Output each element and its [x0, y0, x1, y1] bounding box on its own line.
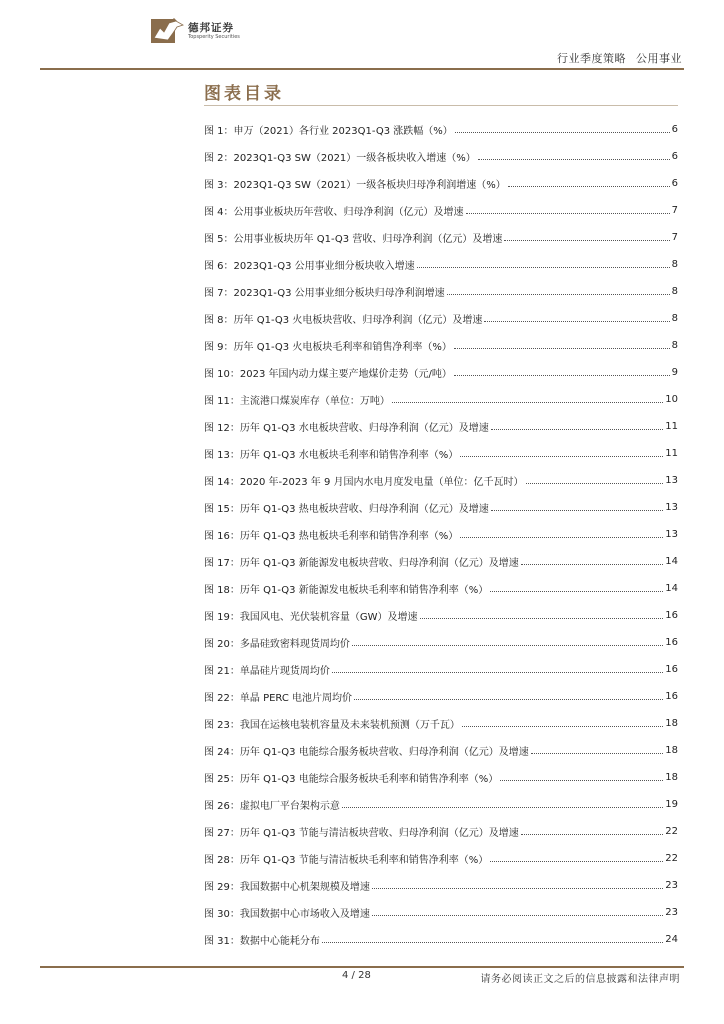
toc-entry-page: 16 — [665, 664, 678, 675]
toc-entry-label: 图 18：历年 Q1-Q3 新能源发电板块毛利率和销售净利率（%） — [204, 585, 489, 596]
toc-entry-label: 图 15：历年 Q1-Q3 热电板块营收、归母净利润（亿元）及增速 — [204, 504, 489, 515]
toc-entry-label: 图 30：我国数据中心市场收入及增速 — [204, 909, 370, 920]
toc-entry-label: 图 7：2023Q1-Q3 公用事业细分板块归母净利润增速 — [204, 288, 445, 299]
header-divider — [40, 68, 684, 70]
toc-leader-dots — [322, 942, 663, 943]
logo-chinese-name: 德邦证券 — [188, 21, 234, 34]
toc-leader-dots — [392, 402, 663, 403]
toc-entry[interactable] — [204, 710, 678, 737]
header-report-info — [557, 50, 682, 66]
toc-leader-dots — [521, 564, 664, 565]
toc-entry-page: 9 — [671, 367, 678, 378]
toc-entry-label: 图 25：历年 Q1-Q3 电能综合服务板块毛利率和销售净利率（%） — [204, 774, 499, 785]
toc-entry-page: 18 — [665, 772, 678, 783]
toc-entry-page: 18 — [665, 718, 678, 729]
report-category: 行业季度策略 — [557, 52, 626, 65]
toc-leader-dots — [504, 240, 669, 241]
toc-entry[interactable] — [204, 143, 678, 170]
toc-entry-label: 图 23：我国在运核电装机容量及未来装机预测（万千瓦） — [204, 720, 460, 731]
toc-leader-dots — [447, 294, 670, 295]
toc-entry[interactable] — [204, 440, 678, 467]
toc-leader-dots — [490, 591, 663, 592]
toc-entry[interactable] — [204, 629, 678, 656]
toc-entry-page: 8 — [671, 313, 678, 324]
toc-entry-label: 图 4：公用事业板块历年营收、归母净利润（亿元）及增速 — [204, 207, 464, 218]
toc-leader-dots — [332, 672, 663, 673]
toc-entry[interactable] — [204, 899, 678, 926]
footer-divider — [40, 966, 684, 968]
toc-entry-label: 图 17：历年 Q1-Q3 新能源发电板块营收、归母净利润（亿元）及增速 — [204, 558, 519, 569]
toc-entry-label: 图 21：单晶硅片现货周均价 — [204, 666, 330, 677]
toc-entry-page: 6 — [671, 178, 678, 189]
toc-entry-page: 11 — [665, 448, 678, 459]
toc-entry-label: 图 14：2020 年-2023 年 9 月国内水电月度发电量（单位：亿千瓦时） — [204, 477, 524, 488]
toc-entry-page: 24 — [665, 934, 678, 945]
toc-entry-label: 图 5：公用事业板块历年 Q1-Q3 营收、归母净利润（亿元）及增速 — [204, 234, 503, 245]
page-number: 4 / 28 — [342, 970, 371, 981]
toc-entry-page: 22 — [665, 826, 678, 837]
toc-entry-page: 19 — [665, 799, 678, 810]
toc-entry-page: 13 — [665, 502, 678, 513]
toc-entry[interactable] — [204, 818, 678, 845]
toc-entry[interactable] — [204, 224, 678, 251]
toc-leader-dots — [491, 429, 664, 430]
toc-entry-label: 图 6：2023Q1-Q3 公用事业细分板块收入增速 — [204, 261, 415, 272]
toc-entry-page: 8 — [671, 286, 678, 297]
toc-leader-dots — [508, 186, 670, 187]
toc-entry-label: 图 10：2023 年国内动力煤主要产地煤价走势（元/吨） — [204, 369, 452, 380]
toc-leader-dots — [454, 348, 670, 349]
toc-leader-dots — [420, 618, 664, 619]
toc-entry-label: 图 22：单晶 PERC 电池片周均价 — [204, 693, 353, 704]
toc-title: 图表目录 — [204, 84, 284, 104]
toc-entry-label: 图 31：数据中心能耗分布 — [204, 936, 320, 947]
toc-entry[interactable] — [204, 197, 678, 224]
toc-leader-dots — [462, 726, 663, 727]
toc-entry[interactable] — [204, 737, 678, 764]
toc-entry[interactable] — [204, 467, 678, 494]
toc-entry-page: 10 — [665, 394, 678, 405]
toc-leader-dots — [372, 915, 663, 916]
bull-logo-icon — [150, 16, 184, 46]
toc-leader-dots — [354, 699, 663, 700]
company-logo — [150, 16, 240, 46]
toc-entry[interactable] — [204, 548, 678, 575]
toc-leader-dots — [466, 213, 670, 214]
toc-entry-label: 图 3：2023Q1-Q3 SW（2021）一级各板块归母净利润增速（%） — [204, 180, 506, 191]
toc-entry-label: 图 19：我国风电、光伏装机容量（GW）及增速 — [204, 612, 418, 623]
toc-entry-page: 14 — [665, 556, 678, 567]
toc-entry-page: 8 — [671, 259, 678, 270]
toc-entry-page: 13 — [665, 529, 678, 540]
toc-entry[interactable] — [204, 332, 678, 359]
toc-leader-dots — [455, 132, 670, 133]
toc-entry[interactable] — [204, 872, 678, 899]
toc-leader-dots — [500, 780, 663, 781]
toc-entry[interactable] — [204, 116, 678, 143]
toc-entry[interactable] — [204, 359, 678, 386]
toc-entry[interactable] — [204, 278, 678, 305]
toc-entry-page: 8 — [671, 340, 678, 351]
toc-entry-page: 11 — [665, 421, 678, 432]
toc-entry-page: 7 — [671, 205, 678, 216]
toc-entry-page: 13 — [665, 475, 678, 486]
toc-entry-label: 图 28：历年 Q1-Q3 节能与清洁板块毛利率和销售净利率（%） — [204, 855, 489, 866]
toc-entry-page: 18 — [665, 745, 678, 756]
toc-leader-dots — [460, 456, 663, 457]
toc-entry-page: 6 — [671, 124, 678, 135]
toc-entry[interactable] — [204, 413, 678, 440]
toc-entry-page: 23 — [665, 907, 678, 918]
toc-entry[interactable] — [204, 170, 678, 197]
toc-leader-dots — [460, 537, 663, 538]
toc-entry[interactable] — [204, 251, 678, 278]
toc-entry[interactable] — [204, 656, 678, 683]
toc-entry-page: 16 — [665, 691, 678, 702]
toc-entry-label: 图 13：历年 Q1-Q3 水电板块毛利率和销售净利率（%） — [204, 450, 459, 461]
toc-entry[interactable] — [204, 764, 678, 791]
toc-entry-label: 图 16：历年 Q1-Q3 热电板块毛利率和销售净利率（%） — [204, 531, 459, 542]
legal-disclaimer: 请务必阅读正文之后的信息披露和法律声明 — [480, 974, 680, 985]
toc-entry-label: 图 9：历年 Q1-Q3 火电板块毛利率和销售净利率（%） — [204, 342, 452, 353]
toc-entry[interactable] — [204, 845, 678, 872]
toc-list — [204, 116, 678, 953]
report-industry: 公用事业 — [636, 52, 682, 65]
toc-entry-page: 16 — [665, 610, 678, 621]
toc-entry-label: 图 12：历年 Q1-Q3 水电板块营收、归母净利润（亿元）及增速 — [204, 423, 489, 434]
toc-leader-dots — [478, 159, 670, 160]
toc-entry-page: 7 — [671, 232, 678, 243]
toc-leader-dots — [490, 861, 663, 862]
toc-entry-label: 图 26：虚拟电厂平台架构示意 — [204, 801, 340, 812]
toc-entry[interactable] — [204, 791, 678, 818]
toc-leader-dots — [352, 645, 663, 646]
toc-entry-page: 16 — [665, 637, 678, 648]
toc-leader-dots — [484, 321, 669, 322]
logo-english-name: Topsperity Securities — [188, 33, 240, 40]
toc-entry[interactable] — [204, 521, 678, 548]
toc-entry-label: 图 2：2023Q1-Q3 SW（2021）一级各板块收入增速（%） — [204, 153, 476, 164]
toc-entry-label: 图 24：历年 Q1-Q3 电能综合服务板块营收、归母净利润（亿元）及增速 — [204, 747, 529, 758]
toc-entry-label: 图 27：历年 Q1-Q3 节能与清洁板块营收、归母净利润（亿元）及增速 — [204, 828, 519, 839]
toc-leader-dots — [491, 510, 664, 511]
toc-entry-label: 图 8：历年 Q1-Q3 火电板块营收、归母净利润（亿元）及增速 — [204, 315, 483, 326]
toc-entry-label: 图 29：我国数据中心机架规模及增速 — [204, 882, 370, 893]
toc-leader-dots — [531, 753, 664, 754]
toc-entry-label: 图 1：申万（2021）各行业 2023Q1-Q3 涨跌幅（%） — [204, 126, 453, 137]
toc-entry-page: 14 — [665, 583, 678, 594]
toc-entry[interactable] — [204, 683, 678, 710]
toc-leader-dots — [521, 834, 664, 835]
toc-title-divider — [204, 105, 678, 106]
toc-entry-label: 图 20：多晶硅致密料现货周均价 — [204, 639, 350, 650]
toc-leader-dots — [342, 807, 663, 808]
toc-leader-dots — [417, 267, 670, 268]
toc-entry[interactable] — [204, 575, 678, 602]
toc-entry[interactable] — [204, 305, 678, 332]
toc-entry[interactable] — [204, 926, 678, 953]
toc-entry-page: 23 — [665, 880, 678, 891]
toc-entry-page: 6 — [671, 151, 678, 162]
toc-leader-dots — [372, 888, 663, 889]
toc-entry[interactable] — [204, 494, 678, 521]
toc-entry[interactable] — [204, 602, 678, 629]
toc-entry[interactable] — [204, 386, 678, 413]
toc-entry-label: 图 11：主流港口煤炭库存（单位：万吨） — [204, 396, 390, 407]
toc-entry-page: 22 — [665, 853, 678, 864]
toc-leader-dots — [454, 375, 670, 376]
toc-leader-dots — [526, 483, 664, 484]
